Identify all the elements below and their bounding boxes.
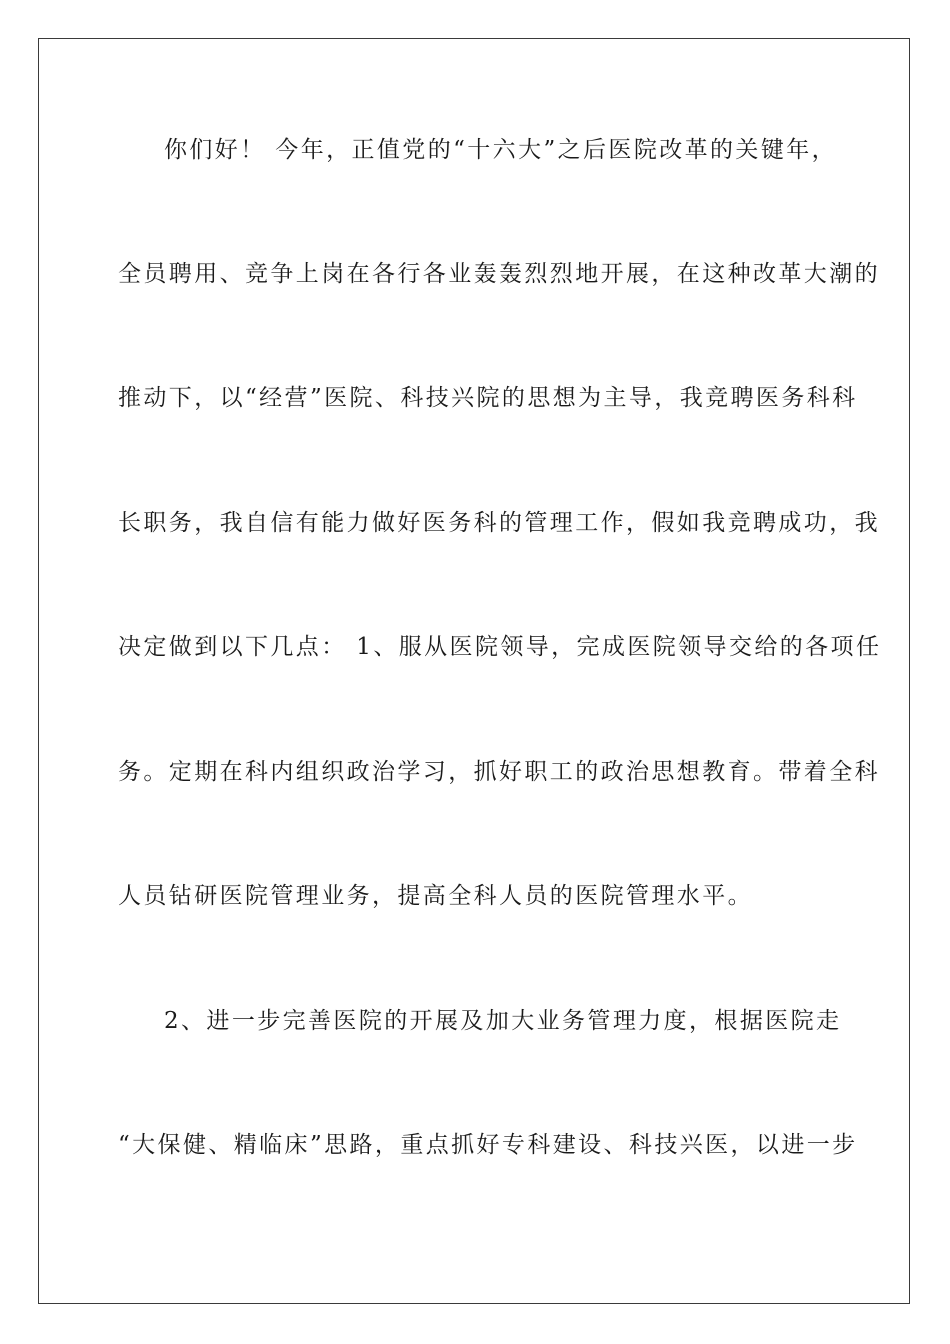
page-border	[38, 38, 910, 1304]
text-line: “大保健、精临床”思路，重点抓好专科建设、科技兴医，以进一步	[118, 1132, 858, 1158]
text-line: 推动下，以“经营”医院、科技兴院的思想为主导，我竞聘医务科科	[118, 385, 858, 411]
text-line: 你们好！ 今年，正值党的“十六大”之后医院改革的关键年，	[164, 137, 838, 163]
text-line: 人员钻研医院管理业务，提高全科人员的医院管理水平。	[118, 883, 753, 909]
text-line: 务。定期在科内组织政治学习，抓好职工的政治思想教育。带着全科	[118, 759, 880, 785]
text-line: 决定做到以下几点： 1、服从医院领导，完成医院领导交给的各项任	[118, 634, 882, 660]
text-line: 全员聘用、竞争上岗在各行各业轰轰烈烈地开展，在这种改革大潮的	[118, 261, 880, 287]
text-line: 2、进一步完善医院的开展及加大业务管理力度，根据医院走	[164, 1008, 842, 1034]
text-line: 长职务，我自信有能力做好医务科的管理工作，假如我竞聘成功，我	[118, 510, 880, 536]
